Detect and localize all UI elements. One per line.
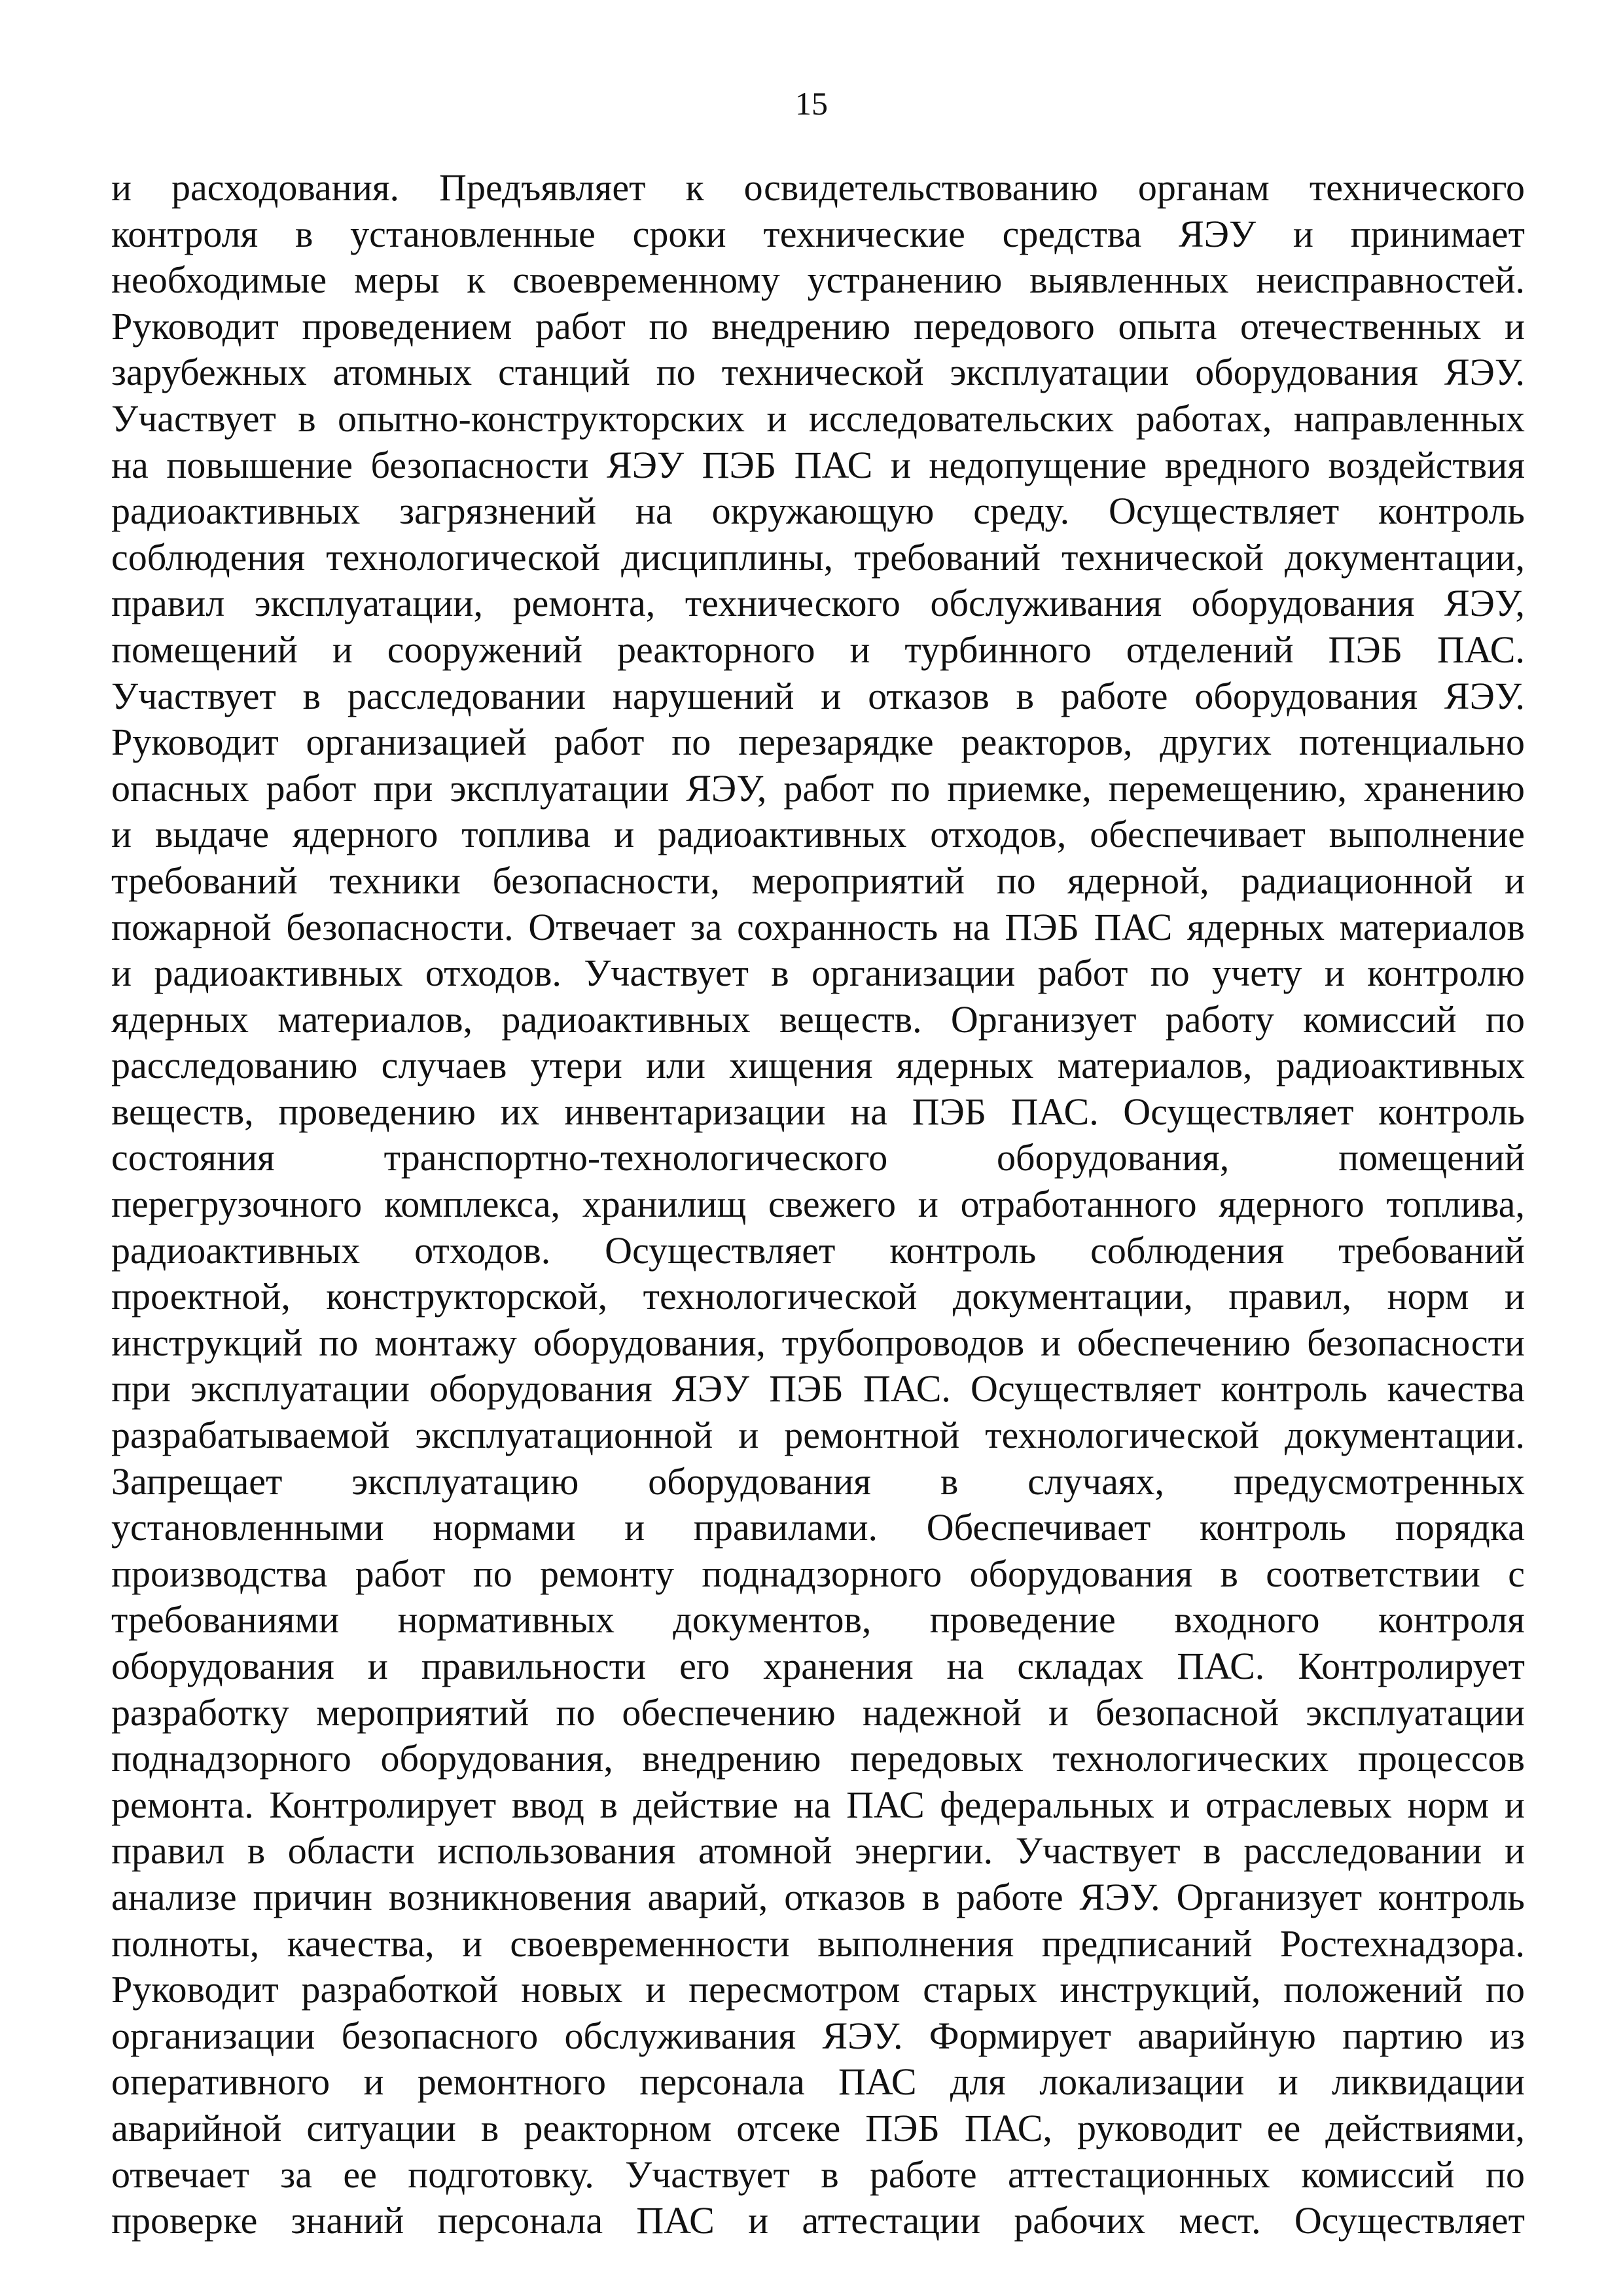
text-line: Участвует в расследовании нарушений и отказов в работе оборудования ЯЭУ. bbox=[111, 674, 1525, 717]
text-line: и расходования. Предъявляет к освидетельствованию органам технического bbox=[111, 166, 1525, 209]
text-line: отвечает за ее подготовку. Участвует в работе аттестационных комиссий по bbox=[111, 2153, 1525, 2196]
text-line: расследованию случаев утери или хищения ядерных материалов, радиоактивных bbox=[111, 1044, 1525, 1087]
text-line: Руководит проведением работ по внедрению передового опыта отечественных и bbox=[111, 304, 1525, 348]
text-line: веществ, проведению их инвентаризации на ПЭБ ПАС. Осуществляет контроль bbox=[111, 1090, 1525, 1133]
text-line: правил эксплуатации, ремонта, технического обслуживания оборудования ЯЭУ, bbox=[111, 582, 1525, 625]
text-line: требованиями нормативных документов, проведение входного контроля bbox=[111, 1598, 1525, 1641]
text-line: Запрещает эксплуатацию оборудования в случаях, предусмотренных bbox=[111, 1460, 1525, 1503]
text-line: правил в области использования атомной энергии. Участвует в расследовании и bbox=[111, 1829, 1525, 1873]
text-line: Руководит организацией работ по перезарядке реакторов, других потенциально bbox=[111, 721, 1525, 764]
text-line: контроля в установленные сроки технические средства ЯЭУ и принимает bbox=[111, 212, 1525, 255]
page-number: 15 bbox=[795, 85, 828, 122]
text-line: соблюдения технологической дисциплины, требований технической документации, bbox=[111, 535, 1525, 579]
text-line: полноты, качества, и своевременности выполнения предписаний Ростехнадзора. bbox=[111, 1922, 1525, 1965]
text-line: зарубежных атомных станций по технической эксплуатации оборудования ЯЭУ. bbox=[111, 351, 1525, 394]
text-line: состояния транспортно-технологического оборудования, помещений bbox=[111, 1136, 1525, 1179]
body-paragraph bbox=[111, 165, 1525, 2244]
text-line: необходимые меры к своевременному устранению выявленных неисправностей. bbox=[111, 259, 1525, 302]
text-line: инструкций по монтажу оборудования, трубопроводов и обеспечению безопасности bbox=[111, 1321, 1525, 1364]
text-line: на повышение безопасности ЯЭУ ПЭБ ПАС и недопущение вредного воздействия bbox=[111, 443, 1525, 486]
text-line: и выдаче ядерного топлива и радиоактивных отходов, обеспечивает выполнение bbox=[111, 813, 1525, 856]
text-line: разработку мероприятий по обеспечению надежной и безопасной эксплуатации bbox=[111, 1691, 1525, 1734]
text-line: поднадзорного оборудования, внедрению передовых технологических процессов bbox=[111, 1737, 1525, 1780]
text-line: проектной, конструкторской, технологической документации, правил, норм и bbox=[111, 1275, 1525, 1318]
text-line: опасных работ при эксплуатации ЯЭУ, работ по приемке, перемещению, хранению bbox=[111, 766, 1525, 810]
text-line: оборудования и правильности его хранения на складах ПАС. Контролирует bbox=[111, 1645, 1525, 1687]
text-line: Участвует в опытно-конструкторских и исследовательских работах, направленных bbox=[111, 397, 1525, 440]
text-line: радиоактивных отходов. Осуществляет контроль соблюдения требований bbox=[111, 1229, 1525, 1272]
text-line: оперативного и ремонтного персонала ПАС для локализации и ликвидации bbox=[111, 2060, 1525, 2104]
text-line: организации безопасного обслуживания ЯЭУ. Формирует аварийную партию из bbox=[111, 2014, 1525, 2057]
text-line: пожарной безопасности. Отвечает за сохранность на ПЭБ ПАС ядерных материалов bbox=[111, 905, 1525, 948]
text-line: аварийной ситуации в реакторном отсеке ПЭБ ПАС, руководит ее действиями, bbox=[111, 2106, 1525, 2149]
text-line: разрабатываемой эксплуатационной и ремонтной технологической документации. bbox=[111, 1414, 1525, 1457]
text-line: проверке знаний персонала ПАС и аттестации рабочих мест. Осуществляет bbox=[111, 2199, 1525, 2242]
text-line: Руководит разработкой новых и пересмотром старых инструкций, положений по bbox=[111, 1968, 1525, 2011]
text-line: при эксплуатации оборудования ЯЭУ ПЭБ ПАС. Осуществляет контроль качества bbox=[111, 1367, 1525, 1410]
text-line: радиоактивных загрязнений на окружающую среду. Осуществляет контроль bbox=[111, 490, 1525, 533]
text-line: анализе причин возникновения аварий, отказов в работе ЯЭУ. Организует контроль bbox=[111, 1875, 1525, 1918]
text-line: и радиоактивных отходов. Участвует в организации работ по учету и контролю bbox=[111, 952, 1525, 995]
text-line: производства работ по ремонту поднадзорного оборудования в соответствии с bbox=[111, 1552, 1525, 1595]
text-line: установленными нормами и правилами. Обеспечивает контроль порядка bbox=[111, 1506, 1525, 1549]
text-line: ядерных материалов, радиоактивных веществ. Организует работу комиссий по bbox=[111, 997, 1525, 1041]
text-line: требований техники безопасности, мероприятий по ядерной, радиационной и bbox=[111, 859, 1525, 902]
text-line: ремонта. Контролирует ввод в действие на ПАС федеральных и отраслевых норм и bbox=[111, 1783, 1525, 1826]
text-line: перегрузочного комплекса, хранилищ свежего и отработанного ядерного топлива, bbox=[111, 1183, 1525, 1226]
text-line: помещений и сооружений реакторного и турбинного отделений ПЭБ ПАС. bbox=[111, 628, 1525, 671]
